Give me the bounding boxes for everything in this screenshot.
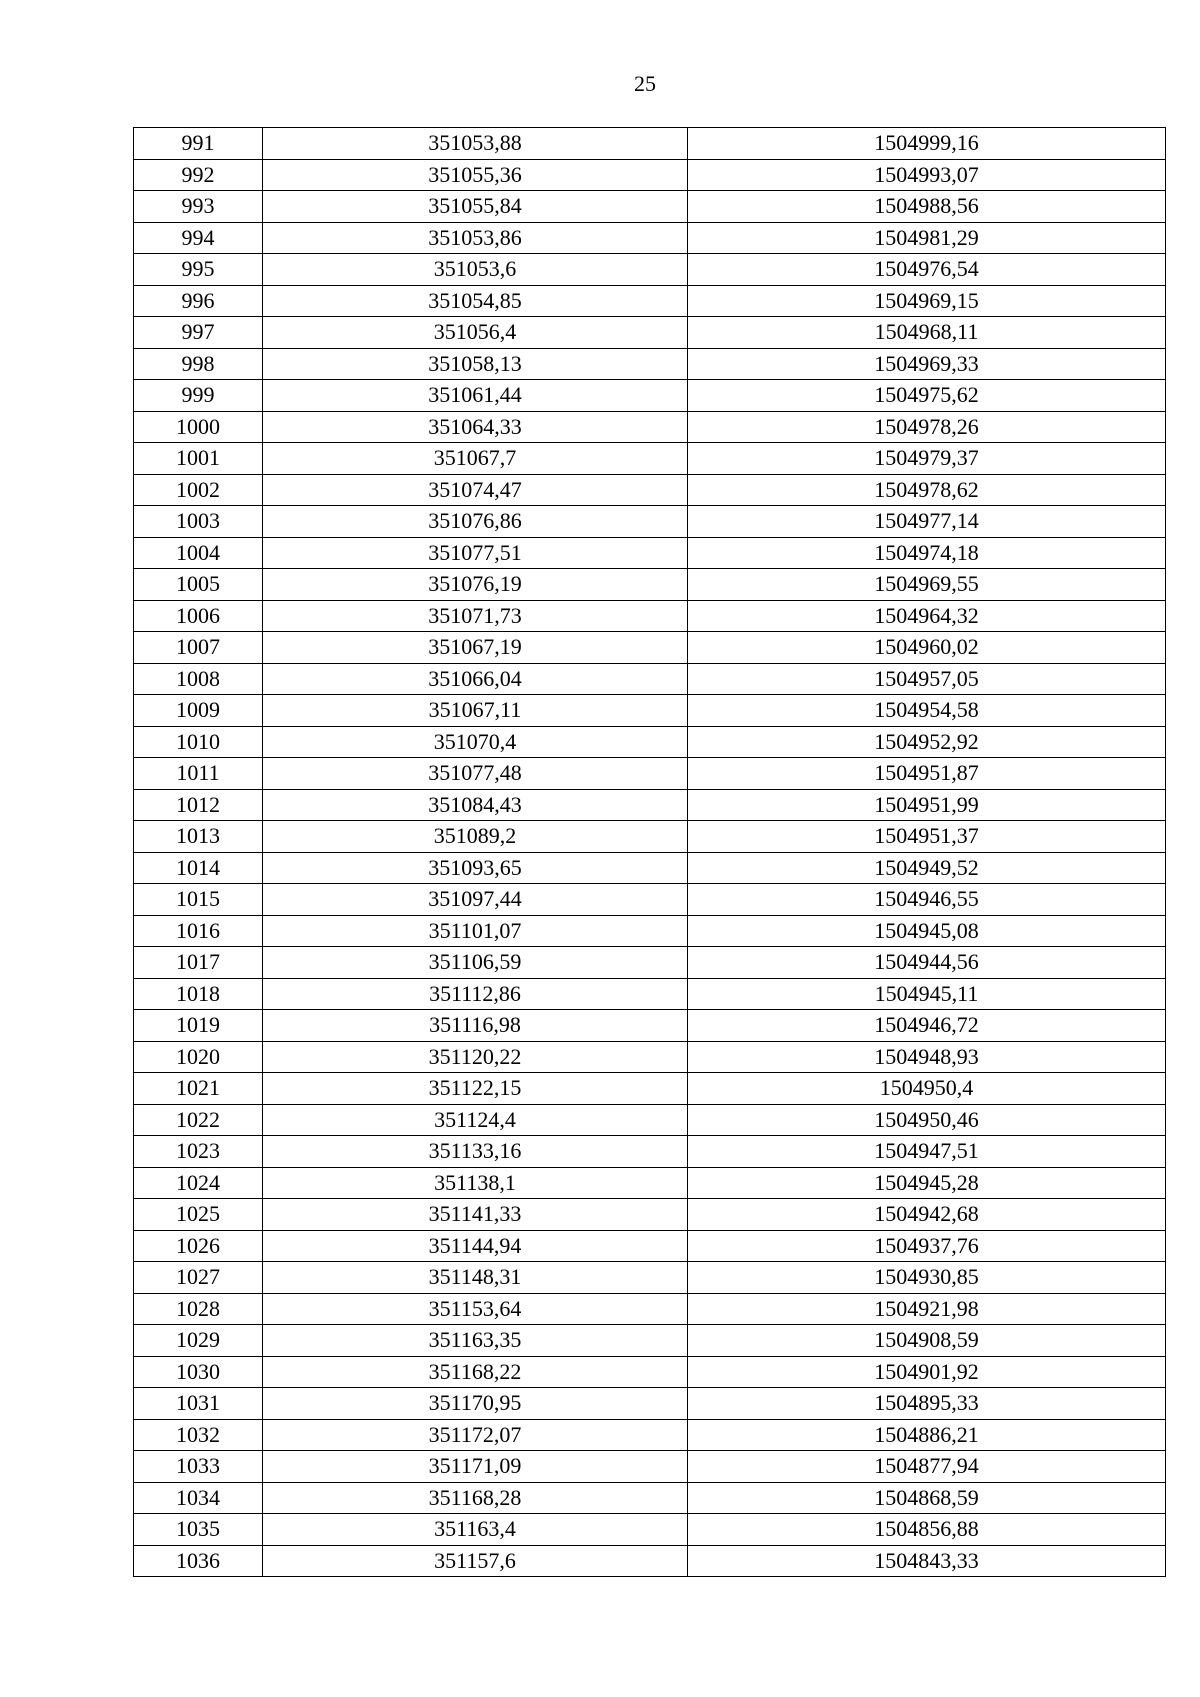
coordinates-table (133, 127, 1166, 1577)
x-coordinate-cell: 351071,73 (263, 600, 688, 632)
x-coordinate-cell: 351066,04 (263, 663, 688, 695)
x-coordinate-cell: 351058,13 (263, 348, 688, 380)
table-row (134, 663, 1166, 695)
coordinates-table-body (134, 128, 1166, 1577)
y-coordinate-cell: 1504952,92 (688, 726, 1166, 758)
x-coordinate-cell: 351061,44 (263, 380, 688, 412)
y-coordinate-cell: 1504949,52 (688, 852, 1166, 884)
point-number-cell: 1012 (134, 789, 263, 821)
point-number-cell: 1026 (134, 1230, 263, 1262)
y-coordinate-cell: 1504954,58 (688, 695, 1166, 727)
y-coordinate-cell: 1504948,93 (688, 1041, 1166, 1073)
point-number-cell: 1008 (134, 663, 263, 695)
x-coordinate-cell: 351055,84 (263, 191, 688, 223)
x-coordinate-cell: 351077,51 (263, 537, 688, 569)
y-coordinate-cell: 1504950,46 (688, 1104, 1166, 1136)
table-row (134, 695, 1166, 727)
point-number-cell: 1015 (134, 884, 263, 916)
y-coordinate-cell: 1504979,37 (688, 443, 1166, 475)
x-coordinate-cell: 351144,94 (263, 1230, 688, 1262)
y-coordinate-cell: 1504944,56 (688, 947, 1166, 979)
x-coordinate-cell: 351168,28 (263, 1482, 688, 1514)
y-coordinate-cell: 1504946,72 (688, 1010, 1166, 1042)
table-row (134, 915, 1166, 947)
y-coordinate-cell: 1504908,59 (688, 1325, 1166, 1357)
y-coordinate-cell: 1504968,11 (688, 317, 1166, 349)
point-number-cell: 1032 (134, 1419, 263, 1451)
table-row (134, 1325, 1166, 1357)
y-coordinate-cell: 1504951,37 (688, 821, 1166, 853)
point-number-cell: 1035 (134, 1514, 263, 1546)
x-coordinate-cell: 351053,88 (263, 128, 688, 160)
point-number-cell: 1023 (134, 1136, 263, 1168)
point-number-cell: 1024 (134, 1167, 263, 1199)
page-number: 25 (634, 71, 656, 96)
point-number-cell: 1021 (134, 1073, 263, 1105)
x-coordinate-cell: 351116,98 (263, 1010, 688, 1042)
x-coordinate-cell: 351070,4 (263, 726, 688, 758)
x-coordinate-cell: 351093,65 (263, 852, 688, 884)
y-coordinate-cell: 1504951,99 (688, 789, 1166, 821)
y-coordinate-cell: 1504960,02 (688, 632, 1166, 664)
point-number-cell: 1025 (134, 1199, 263, 1231)
y-coordinate-cell: 1504969,55 (688, 569, 1166, 601)
x-coordinate-cell: 351076,19 (263, 569, 688, 601)
point-number-cell: 1020 (134, 1041, 263, 1073)
x-coordinate-cell: 351163,35 (263, 1325, 688, 1357)
y-coordinate-cell: 1504901,92 (688, 1356, 1166, 1388)
point-number-cell: 1000 (134, 411, 263, 443)
y-coordinate-cell: 1504975,62 (688, 380, 1166, 412)
x-coordinate-cell: 351163,4 (263, 1514, 688, 1546)
y-coordinate-cell: 1504957,05 (688, 663, 1166, 695)
x-coordinate-cell: 351106,59 (263, 947, 688, 979)
x-coordinate-cell: 351124,4 (263, 1104, 688, 1136)
table-row (134, 1545, 1166, 1577)
y-coordinate-cell: 1504978,62 (688, 474, 1166, 506)
point-number-cell: 1016 (134, 915, 263, 947)
point-number-cell: 1028 (134, 1293, 263, 1325)
x-coordinate-cell: 351157,6 (263, 1545, 688, 1577)
y-coordinate-cell: 1504976,54 (688, 254, 1166, 286)
x-coordinate-cell: 351084,43 (263, 789, 688, 821)
x-coordinate-cell: 351112,86 (263, 978, 688, 1010)
y-coordinate-cell: 1504950,4 (688, 1073, 1166, 1105)
table-row (134, 348, 1166, 380)
table-row (134, 726, 1166, 758)
table-row (134, 1041, 1166, 1073)
table-row (134, 632, 1166, 664)
y-coordinate-cell: 1504886,21 (688, 1419, 1166, 1451)
table-row (134, 1230, 1166, 1262)
y-coordinate-cell: 1504999,16 (688, 128, 1166, 160)
table-row (134, 1073, 1166, 1105)
point-number-cell: 1014 (134, 852, 263, 884)
y-coordinate-cell: 1504951,87 (688, 758, 1166, 790)
table-row (134, 254, 1166, 286)
y-coordinate-cell: 1504977,14 (688, 506, 1166, 538)
point-number-cell: 996 (134, 285, 263, 317)
x-coordinate-cell: 351153,64 (263, 1293, 688, 1325)
y-coordinate-cell: 1504978,26 (688, 411, 1166, 443)
table-row (134, 1104, 1166, 1136)
x-coordinate-cell: 351148,31 (263, 1262, 688, 1294)
table-row (134, 1262, 1166, 1294)
x-coordinate-cell: 351120,22 (263, 1041, 688, 1073)
table-row (134, 191, 1166, 223)
table-row (134, 474, 1166, 506)
x-coordinate-cell: 351172,07 (263, 1419, 688, 1451)
table-row (134, 1419, 1166, 1451)
y-coordinate-cell: 1504993,07 (688, 159, 1166, 191)
table-row (134, 1451, 1166, 1483)
table-row (134, 128, 1166, 160)
table-row (134, 1514, 1166, 1546)
table-row (134, 443, 1166, 475)
point-number-cell: 992 (134, 159, 263, 191)
y-coordinate-cell: 1504843,33 (688, 1545, 1166, 1577)
x-coordinate-cell: 351074,47 (263, 474, 688, 506)
y-coordinate-cell: 1504947,51 (688, 1136, 1166, 1168)
point-number-cell: 1013 (134, 821, 263, 853)
point-number-cell: 1030 (134, 1356, 263, 1388)
point-number-cell: 1029 (134, 1325, 263, 1357)
x-coordinate-cell: 351055,36 (263, 159, 688, 191)
point-number-cell: 1033 (134, 1451, 263, 1483)
x-coordinate-cell: 351138,1 (263, 1167, 688, 1199)
table-row (134, 821, 1166, 853)
table-row (134, 1010, 1166, 1042)
x-coordinate-cell: 351141,33 (263, 1199, 688, 1231)
y-coordinate-cell: 1504988,56 (688, 191, 1166, 223)
x-coordinate-cell: 351053,86 (263, 222, 688, 254)
table-row (134, 380, 1166, 412)
y-coordinate-cell: 1504945,08 (688, 915, 1166, 947)
y-coordinate-cell: 1504945,28 (688, 1167, 1166, 1199)
table-row (134, 1482, 1166, 1514)
point-number-cell: 994 (134, 222, 263, 254)
point-number-cell: 1017 (134, 947, 263, 979)
x-coordinate-cell: 351067,19 (263, 632, 688, 664)
point-number-cell: 1010 (134, 726, 263, 758)
table-row (134, 947, 1166, 979)
y-coordinate-cell: 1504981,29 (688, 222, 1166, 254)
table-row (134, 1356, 1166, 1388)
point-number-cell: 991 (134, 128, 263, 160)
table-row (134, 285, 1166, 317)
x-coordinate-cell: 351067,7 (263, 443, 688, 475)
point-number-cell: 998 (134, 348, 263, 380)
table-row (134, 1136, 1166, 1168)
point-number-cell: 1007 (134, 632, 263, 664)
point-number-cell: 993 (134, 191, 263, 223)
point-number-cell: 1019 (134, 1010, 263, 1042)
x-coordinate-cell: 351076,86 (263, 506, 688, 538)
x-coordinate-cell: 351101,07 (263, 915, 688, 947)
x-coordinate-cell: 351056,4 (263, 317, 688, 349)
point-number-cell: 1011 (134, 758, 263, 790)
table-row (134, 884, 1166, 916)
x-coordinate-cell: 351064,33 (263, 411, 688, 443)
table-row (134, 159, 1166, 191)
y-coordinate-cell: 1504877,94 (688, 1451, 1166, 1483)
y-coordinate-cell: 1504868,59 (688, 1482, 1166, 1514)
point-number-cell: 1018 (134, 978, 263, 1010)
point-number-cell: 999 (134, 380, 263, 412)
x-coordinate-cell: 351168,22 (263, 1356, 688, 1388)
y-coordinate-cell: 1504969,15 (688, 285, 1166, 317)
x-coordinate-cell: 351097,44 (263, 884, 688, 916)
table-row (134, 506, 1166, 538)
y-coordinate-cell: 1504964,32 (688, 600, 1166, 632)
table-row (134, 1293, 1166, 1325)
point-number-cell: 1003 (134, 506, 263, 538)
table-row (134, 758, 1166, 790)
table-row (134, 600, 1166, 632)
y-coordinate-cell: 1504945,11 (688, 978, 1166, 1010)
table-row (134, 789, 1166, 821)
x-coordinate-cell: 351053,6 (263, 254, 688, 286)
y-coordinate-cell: 1504937,76 (688, 1230, 1166, 1262)
y-coordinate-cell: 1504969,33 (688, 348, 1166, 380)
point-number-cell: 1031 (134, 1388, 263, 1420)
point-number-cell: 1036 (134, 1545, 263, 1577)
table-row (134, 978, 1166, 1010)
point-number-cell: 1006 (134, 600, 263, 632)
point-number-cell: 1001 (134, 443, 263, 475)
x-coordinate-cell: 351171,09 (263, 1451, 688, 1483)
x-coordinate-cell: 351133,16 (263, 1136, 688, 1168)
table-row (134, 222, 1166, 254)
table-row (134, 1199, 1166, 1231)
point-number-cell: 1002 (134, 474, 263, 506)
point-number-cell: 997 (134, 317, 263, 349)
x-coordinate-cell: 351170,95 (263, 1388, 688, 1420)
y-coordinate-cell: 1504942,68 (688, 1199, 1166, 1231)
table-row (134, 411, 1166, 443)
x-coordinate-cell: 351067,11 (263, 695, 688, 727)
y-coordinate-cell: 1504946,55 (688, 884, 1166, 916)
point-number-cell: 1034 (134, 1482, 263, 1514)
table-row (134, 569, 1166, 601)
table-row (134, 852, 1166, 884)
point-number-cell: 1027 (134, 1262, 263, 1294)
table-row (134, 537, 1166, 569)
y-coordinate-cell: 1504856,88 (688, 1514, 1166, 1546)
point-number-cell: 1005 (134, 569, 263, 601)
y-coordinate-cell: 1504921,98 (688, 1293, 1166, 1325)
y-coordinate-cell: 1504895,33 (688, 1388, 1166, 1420)
point-number-cell: 1004 (134, 537, 263, 569)
table-row (134, 1388, 1166, 1420)
x-coordinate-cell: 351089,2 (263, 821, 688, 853)
point-number-cell: 995 (134, 254, 263, 286)
point-number-cell: 1009 (134, 695, 263, 727)
x-coordinate-cell: 351054,85 (263, 285, 688, 317)
table-row (134, 317, 1166, 349)
x-coordinate-cell: 351077,48 (263, 758, 688, 790)
y-coordinate-cell: 1504974,18 (688, 537, 1166, 569)
y-coordinate-cell: 1504930,85 (688, 1262, 1166, 1294)
table-row (134, 1167, 1166, 1199)
point-number-cell: 1022 (134, 1104, 263, 1136)
x-coordinate-cell: 351122,15 (263, 1073, 688, 1105)
